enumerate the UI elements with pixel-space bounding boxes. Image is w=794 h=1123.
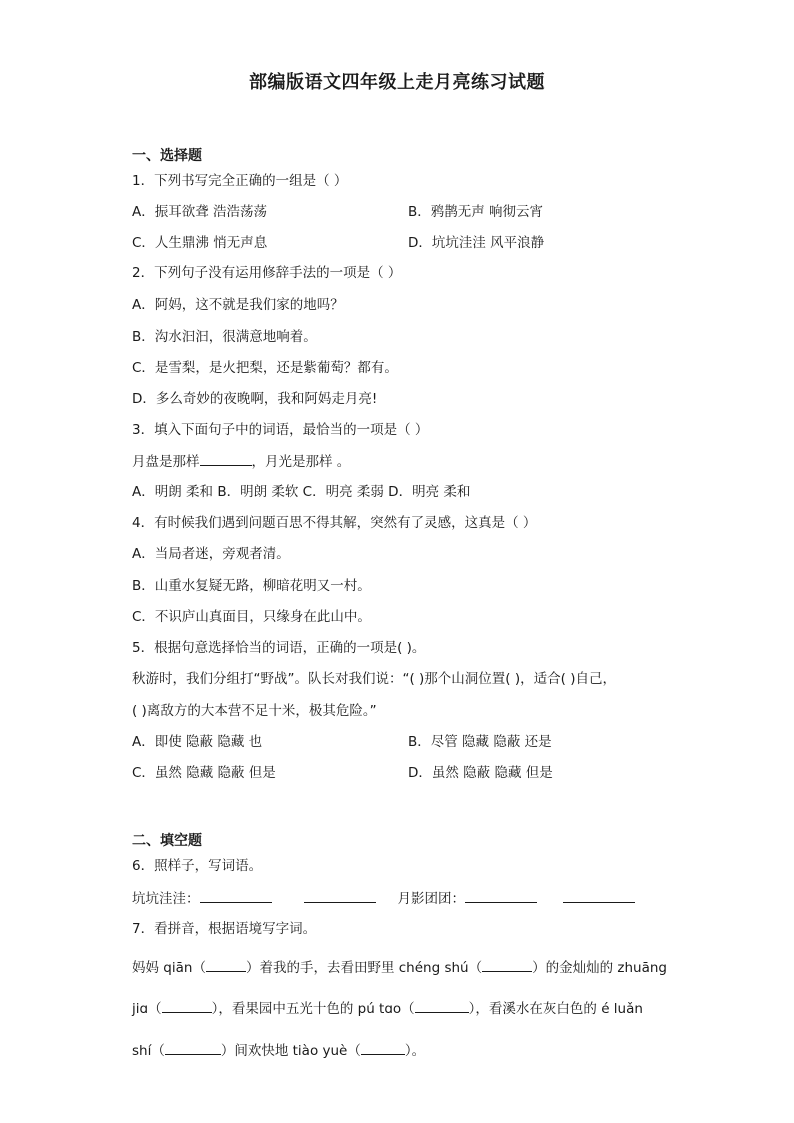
q6-label-2: 月影团团： bbox=[397, 891, 465, 907]
q6-blank-3[interactable] bbox=[465, 888, 537, 903]
q1-option-c: C．人生鼎沸 悄无声息 bbox=[132, 235, 268, 251]
q7-text-3b: ）间欢快地 tiào yuè（ bbox=[220, 1043, 361, 1059]
q1-option-b: B．鸦鹊无声 响彻云宵 bbox=[408, 204, 544, 220]
q7-line3 bbox=[132, 1040, 425, 1061]
q5-option-a: A．即使 隐蔽 隐藏 也 bbox=[132, 734, 263, 750]
q7-blank-chengshu[interactable] bbox=[482, 957, 532, 972]
q6-answer-line bbox=[132, 888, 635, 909]
section-heading-choice: 一、选择题 bbox=[132, 148, 202, 164]
q7-stem: 7．看拼音，根据语境写字词。 bbox=[132, 921, 317, 937]
q5-option-c: C．虽然 隐藏 隐蔽 但是 bbox=[132, 765, 276, 781]
q1-stem: 1．下列书写完全正确的一组是（ ） bbox=[132, 173, 348, 189]
q3-blank[interactable] bbox=[200, 451, 252, 466]
q5-option-b: B．尽管 隐藏 隐蔽 还是 bbox=[408, 734, 552, 750]
q3-sentence-part2: ，月光是那样 。 bbox=[251, 454, 351, 470]
q7-text-2a: jiɑ（ bbox=[132, 1001, 162, 1017]
q7-text-2b: ），看果园中五光十色的 pú tɑo（ bbox=[211, 1001, 415, 1017]
q7-text-3c: ）。 bbox=[404, 1043, 426, 1059]
q3-sentence-part1: 月盘是那样 bbox=[132, 454, 200, 470]
q2-option-d: D．多么奇妙的夜晚啊，我和阿妈走月亮! bbox=[132, 391, 378, 407]
q5-text-line2: ( )离敌方的大本营不足十米，极其危险。” bbox=[132, 703, 377, 719]
q7-blank-zhuangjia[interactable] bbox=[162, 998, 212, 1013]
q5-stem: 5．根据句意选择恰当的词语，正确的一项是( )。 bbox=[132, 640, 426, 656]
q1-option-d: D．坑坑洼洼 风平浪静 bbox=[408, 235, 545, 251]
q7-blank-tiaoyue[interactable] bbox=[361, 1040, 405, 1055]
q7-text-1c: ）的金灿灿的 zhuāng bbox=[532, 960, 667, 976]
q6-blank-1[interactable] bbox=[200, 888, 272, 903]
q4-option-a: A．当局者迷，旁观者清。 bbox=[132, 546, 290, 562]
q7-line2 bbox=[132, 998, 643, 1019]
q2-stem: 2．下列句子没有运用修辞手法的一项是（ ） bbox=[132, 265, 402, 281]
q3-options: A．明朗 柔和 B．明朗 柔软 C．明亮 柔弱 D．明亮 柔和 bbox=[132, 484, 471, 500]
q7-line1 bbox=[132, 957, 667, 978]
q5-option-d: D．虽然 隐蔽 隐藏 但是 bbox=[408, 765, 553, 781]
q7-blank-eluanshi[interactable] bbox=[165, 1040, 221, 1055]
q7-text-3a: shí（ bbox=[132, 1043, 165, 1059]
q6-blank-4[interactable] bbox=[563, 888, 635, 903]
q7-text-1b: ）着我的手，去看田野里 chéng shú（ bbox=[245, 960, 483, 976]
q1-option-a: A．振耳欲聋 浩浩荡荡 bbox=[132, 204, 268, 220]
q5-text-line1: 秋游时，我们分组打“野战”。队长对我们说：“( )那个山洞位置( )，适合( )自己， bbox=[132, 671, 616, 687]
q3-stem: 3．填入下面句子中的词语，最恰当的一项是（ ） bbox=[132, 422, 429, 438]
q4-option-b: B．山重水复疑无路，柳暗花明又一村。 bbox=[132, 578, 371, 594]
section-heading-fill: 二、填空题 bbox=[132, 833, 202, 849]
q4-stem: 4．有时候我们遇到问题百思不得其解，突然有了灵感，这真是（ ） bbox=[132, 515, 537, 531]
q6-blank-2[interactable] bbox=[304, 888, 376, 903]
q2-option-b: B．沟水汩汩，很满意地响着。 bbox=[132, 329, 317, 345]
page-title: 部编版语文四年级上走月亮练习试题 bbox=[249, 72, 545, 93]
q7-text-2c: ），看溪水在灰白色的 é luǎn bbox=[468, 1001, 643, 1017]
q2-option-a: A．阿妈，这不就是我们家的地吗？ bbox=[132, 297, 344, 313]
q6-stem: 6．照样子，写词语。 bbox=[132, 858, 263, 874]
q6-label-1: 坑坑洼洼： bbox=[132, 891, 200, 907]
q2-option-c: C．是雪梨，是火把梨，还是紫葡萄？都有。 bbox=[132, 360, 398, 376]
q7-blank-putao[interactable] bbox=[415, 998, 469, 1013]
q7-blank-qian[interactable] bbox=[206, 957, 246, 972]
q4-option-c: C．不识庐山真面目，只缘身在此山中。 bbox=[132, 609, 371, 625]
q7-text-1a: 妈妈 qiān（ bbox=[132, 960, 206, 976]
q3-sentence bbox=[132, 451, 350, 472]
